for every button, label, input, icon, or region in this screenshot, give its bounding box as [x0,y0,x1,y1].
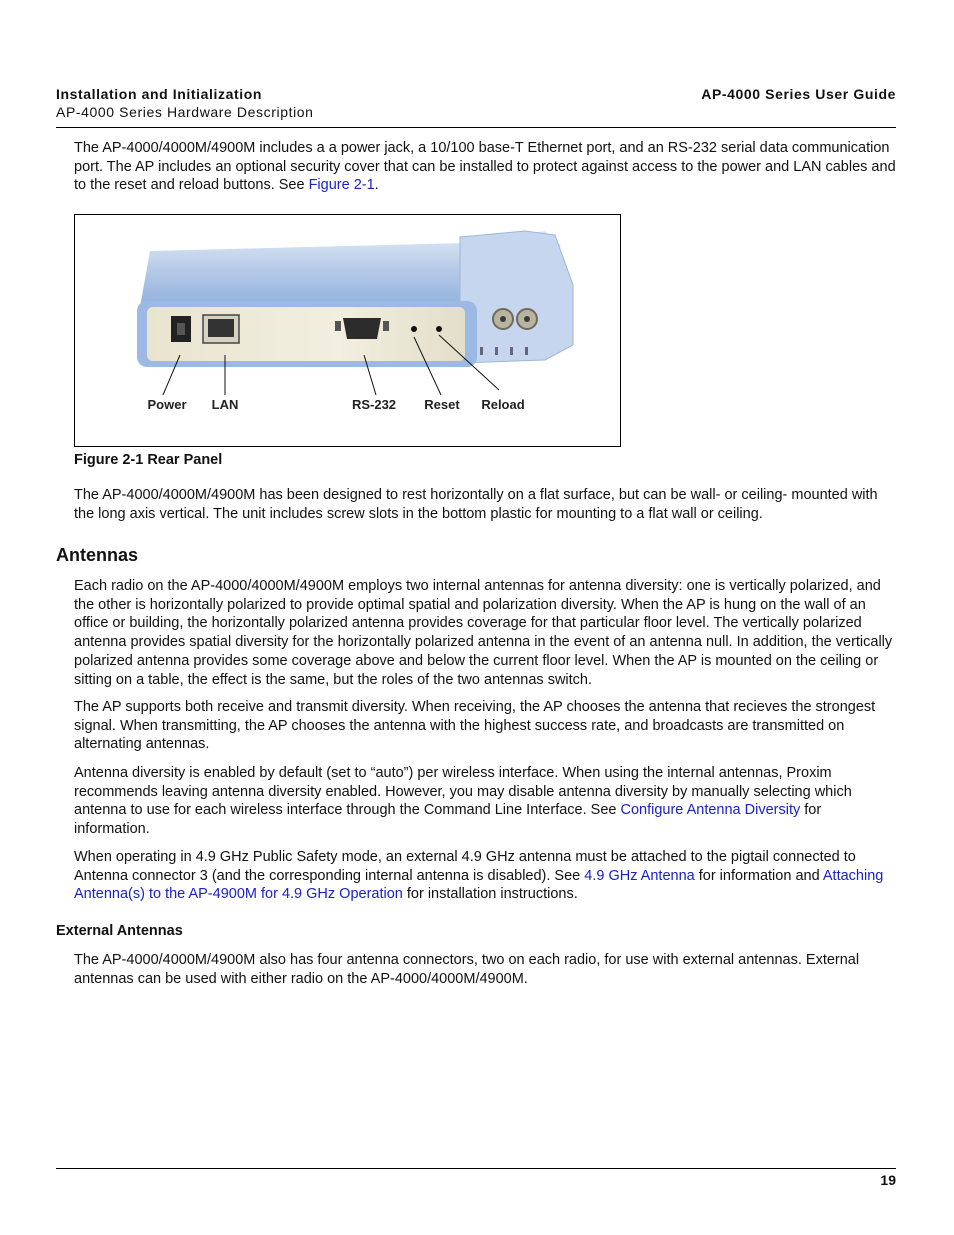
header-guide-title: AP-4000 Series User Guide [701,86,896,102]
label-rs232: RS-232 [351,397,397,412]
antennas-p4-text: When operating in 4.9 GHz Public Safety mode, an external 4.9 GHz antenna must be attached to the pigtail connected to Antenna connector 3 (and the corresponding internal antenna is disabled). See [74,849,856,884]
antennas-paragraph-4 [74,848,900,904]
attaching-antennas-link[interactable]: Attaching Antenna(s) to the AP-4900M for 4.9 GHz Operation [74,867,884,903]
external-antennas-paragraph: The AP-4000/4000M/4900M also has four antenna connectors, two on each radio, for use with external antennas. External antennas can be used with either radio on the AP-4000/4000M/4900M. [74,952,860,987]
antennas-paragraph-3 [74,764,900,839]
antennas-paragraph-2: The AP supports both receive and transmit diversity. When receiving, the AP chooses the antenna that recieves the strongest signal. When transmitting, the AP chooses the antenna with the highest success rate, and broadcasts are transmitted on alternating antennas. [74,699,876,753]
figure-2-1-link[interactable]: Figure 2-1 [308,177,375,194]
running-header-left [56,85,314,121]
page-number: 19 [880,1172,896,1188]
label-reset: Reset [424,397,460,412]
figure-caption: Figure 2-1 Rear Panel [74,452,223,468]
footer-rule [56,1168,896,1169]
intro-paragraph [74,139,900,195]
intro-text: The AP-4000/4000M/4900M includes a a power jack, a 10/100 base-T Ethernet port, and an RS-232 serial data communication port. The AP includes an optional security cover that can be installed to protect against access to the power and LAN cables and to the reset and reload buttons. See [74,140,896,194]
label-reload: Reload [481,397,525,412]
antennas-p4-mid: for information and [694,867,823,884]
device-rear-face [147,307,465,361]
antennas-p3-text: Antenna diversity is enabled by default (set to “auto”) per wireless interface. When using the internal antennas, Proxim recommends leaving antenna diversity enabled. However, you may disable antenna diversity by manually selecting which antenna to use for each wireless interface through the Command Line Interface. See [74,765,852,819]
reload-button-icon [436,326,442,332]
rs232-port-icon [343,318,381,339]
antenna-4-9ghz-link[interactable]: 4.9 GHz Antenna [584,867,695,884]
mounting-paragraph: The AP-4000/4000M/4900M has been designed to rest horizontally on a flat surface, but can be wall- or ceiling- mounted with the long axis vertical. The unit includes screw slots in the bottom plastic for mounting to a flat wall or ceiling. [74,487,878,522]
header-rule [56,127,896,128]
antennas-p4-tail: for installation instructions. [402,886,578,903]
antennas-paragraph-1: Each radio on the AP-4000/4000M/4900M employs two internal antennas for antenna diversity: one is vertically polarized, and the other is horizontally polarized to provide optimal spatial and polarization diversity. When the AP is hung on the wall of an office or building, the horizontally polarized antenna provides coverage for that particular floor level. The vertically polarized antenna provides spatial diversity for the horizontally polarized antenna in the event of an antenna null. In addition, the vertically polarized antenna provides some coverage above and below the current floor level. When the AP is mounted on the ceiling or sitting on a table, the effect is the same, but the roles of the two antennas switch. [74,578,893,688]
label-lan: LAN [211,397,239,412]
antennas-p3-tail: for information. [74,802,822,838]
intro-tail: . [374,177,379,194]
header-section-title: Installation and Initialization [56,86,263,102]
external-antennas-heading: External Antennas [56,923,183,939]
figure-rear-panel [74,214,621,447]
reset-button-icon [411,326,417,332]
header-subsection-title: AP-4000 Series Hardware Description [56,104,314,120]
antennas-heading: Antennas [56,545,139,565]
configure-antenna-diversity-link[interactable]: Configure Antenna Diversity [620,802,801,819]
label-power: Power [147,397,187,412]
rear-panel-illustration [75,215,620,446]
